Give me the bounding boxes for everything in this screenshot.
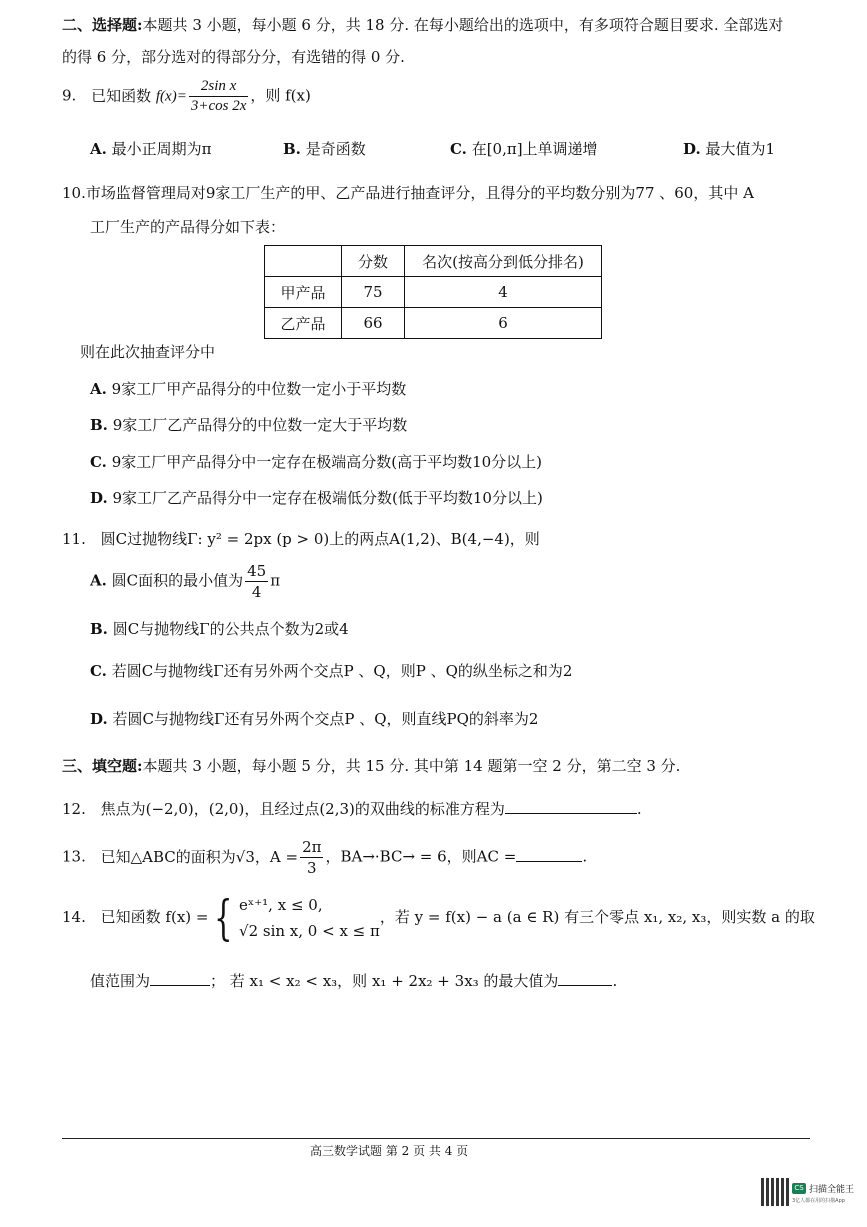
question-number: 12. bbox=[62, 800, 86, 818]
question-text: ； 若 x₁ < x₂ < x₃，则 x₁ + 2x₂ + 3x₃ 的最大值为 bbox=[210, 972, 559, 990]
option-text: 9家工厂甲产品得分中一定存在极端高分数(高于平均数10分以上) bbox=[111, 453, 543, 471]
question-10-after: 则在此次抽查评分中 bbox=[80, 343, 216, 361]
table-header-cell: 名次(按高分到低分排名) bbox=[405, 246, 602, 277]
question-13 bbox=[62, 838, 587, 877]
option-letter: B. bbox=[283, 140, 301, 158]
option-letter: D. bbox=[90, 489, 108, 507]
section-2-title: 二、选择题: bbox=[62, 16, 143, 34]
question-10-line2: 工厂生产的产品得分如下表： bbox=[90, 218, 286, 236]
case-1: eˣ⁺¹, x ≤ 0, bbox=[239, 896, 323, 914]
question-text: 焦点为(−2,0)，(2,0)，且经过点(2,3)的双曲线的标准方程为 bbox=[100, 800, 505, 818]
function-name: f(x)= bbox=[155, 88, 187, 105]
question-14-line2 bbox=[90, 970, 617, 991]
question-number: 13. bbox=[62, 847, 86, 866]
score-table bbox=[264, 245, 602, 339]
option-text: 是奇函数 bbox=[305, 140, 366, 158]
question-text: 值范围为 bbox=[90, 972, 151, 990]
section-3-heading bbox=[62, 755, 680, 776]
option-text: 圆C与抛物线Γ的公共点个数为2或4 bbox=[112, 620, 349, 638]
period: . bbox=[612, 972, 618, 990]
question-number: 11. bbox=[62, 530, 86, 548]
question-tail: ，则 f(x) bbox=[250, 86, 311, 105]
option-tail: π bbox=[270, 571, 281, 590]
period: . bbox=[582, 847, 588, 866]
option-d bbox=[90, 487, 543, 508]
option-d bbox=[90, 708, 538, 729]
section-2-text: 本题共 3 小题，每小题 6 分，共 18 分. 在每小题给出的选项中，有多项符合题目要求. 全部选对 bbox=[142, 16, 784, 34]
option-text: 9家工厂乙产品得分的中位数一定大于平均数 bbox=[112, 416, 408, 434]
fraction-denominator: 4 bbox=[251, 583, 262, 601]
section-2-heading bbox=[62, 14, 783, 35]
option-letter: C. bbox=[90, 453, 107, 471]
question-text: 已知△ABC的面积为√3，A = bbox=[100, 847, 299, 866]
page-footer: 高三数学试题 第 2 页 共 4 页 bbox=[310, 1144, 469, 1158]
case-2: √2 sin x, 0 < x ≤ π bbox=[239, 922, 380, 940]
option-d bbox=[683, 138, 775, 159]
question-text: 圆C过抛物线Γ: y² = 2px (p > 0)上的两点A(1,2)、B(4,−4)，则 bbox=[100, 530, 540, 548]
watermark-subtext: 3亿人都在用的扫描App bbox=[792, 1198, 845, 1204]
answer-blank[interactable] bbox=[516, 861, 582, 862]
question-text-cont: ，BA→·BC→ = 6，则AC = bbox=[325, 847, 517, 866]
option-letter: A. bbox=[90, 140, 107, 158]
answer-blank[interactable] bbox=[505, 813, 637, 814]
question-9-stem bbox=[62, 78, 311, 115]
table-row bbox=[265, 277, 602, 308]
period: . bbox=[636, 800, 642, 818]
option-b bbox=[283, 138, 366, 159]
question-10-stem bbox=[62, 182, 754, 203]
option-text: 9家工厂乙产品得分中一定存在极端低分数(低于平均数10分以上) bbox=[112, 489, 543, 507]
option-a bbox=[90, 562, 280, 601]
fraction bbox=[245, 562, 268, 601]
option-letter: A. bbox=[90, 380, 107, 398]
option-c bbox=[90, 660, 572, 681]
option-text: 若圆C与抛物线Γ还有另外两个交点P 、Q，则P 、Q的纵坐标之和为2 bbox=[111, 662, 573, 680]
question-number: 14. bbox=[62, 908, 86, 926]
fraction bbox=[189, 78, 249, 115]
option-text: 最小正周期为π bbox=[111, 140, 212, 158]
option-c bbox=[450, 138, 598, 159]
question-text: 已知函数 bbox=[91, 86, 152, 105]
question-number: 10. bbox=[62, 184, 86, 202]
option-letter: C. bbox=[90, 662, 107, 680]
option-a bbox=[90, 378, 406, 399]
option-text: 在[0,π]上单调递增 bbox=[471, 140, 598, 158]
table-cell: 4 bbox=[405, 277, 602, 308]
table-row bbox=[265, 308, 602, 339]
footer-divider bbox=[62, 1138, 810, 1139]
table-cell: 乙产品 bbox=[265, 308, 342, 339]
section-3-title: 三、填空题: bbox=[62, 757, 143, 775]
fraction-numerator: 2sin x bbox=[189, 78, 249, 97]
question-tail: ，若 y = f(x) − a (a ∈ R) 有三个零点 x₁, x₂, x₃，则实数 a 的取 bbox=[379, 908, 815, 926]
section-3-text: 本题共 3 小题，每小题 5 分，共 15 分. 其中第 14 题第一空 2 分，第二空 3 分. bbox=[142, 757, 681, 775]
option-letter: C. bbox=[450, 140, 467, 158]
option-letter: D. bbox=[683, 140, 701, 158]
fraction-denominator: 3 bbox=[306, 859, 317, 877]
option-text: 9家工厂甲产品得分的中位数一定小于平均数 bbox=[111, 380, 407, 398]
question-12 bbox=[62, 798, 642, 819]
camscanner-logo-icon: CS bbox=[792, 1183, 806, 1194]
option-letter: B. bbox=[90, 620, 108, 638]
question-text: 已知函数 f(x) = bbox=[100, 908, 209, 926]
option-c bbox=[90, 451, 542, 472]
option-text: 最大值为1 bbox=[705, 140, 776, 158]
fraction-denominator: 3+cos 2x bbox=[190, 98, 247, 114]
table-header-cell bbox=[265, 246, 342, 277]
section-2-text-line2: 的得 6 分，部分选对的得部分分，有选错的得 0 分. bbox=[62, 48, 405, 66]
question-14 bbox=[62, 892, 815, 944]
table-cell: 75 bbox=[342, 277, 405, 308]
left-brace: { bbox=[214, 890, 233, 946]
option-a bbox=[90, 138, 212, 159]
watermark-text: 扫描全能王 bbox=[809, 1185, 855, 1195]
option-text: 若圆C与抛物线Γ还有另外两个交点P 、Q，则直线PQ的斜率为2 bbox=[112, 710, 539, 728]
piecewise-cases bbox=[239, 892, 380, 944]
table-cell: 6 bbox=[405, 308, 602, 339]
qr-code-icon bbox=[761, 1178, 789, 1206]
fraction bbox=[300, 838, 323, 877]
question-number: 9. bbox=[62, 86, 77, 105]
table-cell: 66 bbox=[342, 308, 405, 339]
fraction-numerator: 45 bbox=[247, 562, 267, 580]
table-header-row bbox=[265, 246, 602, 277]
option-text: 圆C面积的最小值为 bbox=[111, 571, 244, 590]
table-header-cell: 分数 bbox=[342, 246, 405, 277]
fraction-numerator: 2π bbox=[302, 838, 322, 856]
table-cell: 甲产品 bbox=[265, 277, 342, 308]
question-11-stem bbox=[62, 528, 540, 549]
answer-blank[interactable] bbox=[558, 985, 612, 986]
option-letter: D. bbox=[90, 710, 108, 728]
option-b bbox=[90, 618, 349, 639]
question-text: 市场监督管理局对9家工厂生产的甲、乙产品进行抽查评分，且得分的平均数分别为77 、60，其中 A bbox=[85, 184, 754, 202]
option-letter: A. bbox=[90, 571, 107, 590]
answer-blank[interactable] bbox=[150, 985, 210, 986]
option-b bbox=[90, 414, 407, 435]
option-letter: B. bbox=[90, 416, 108, 434]
